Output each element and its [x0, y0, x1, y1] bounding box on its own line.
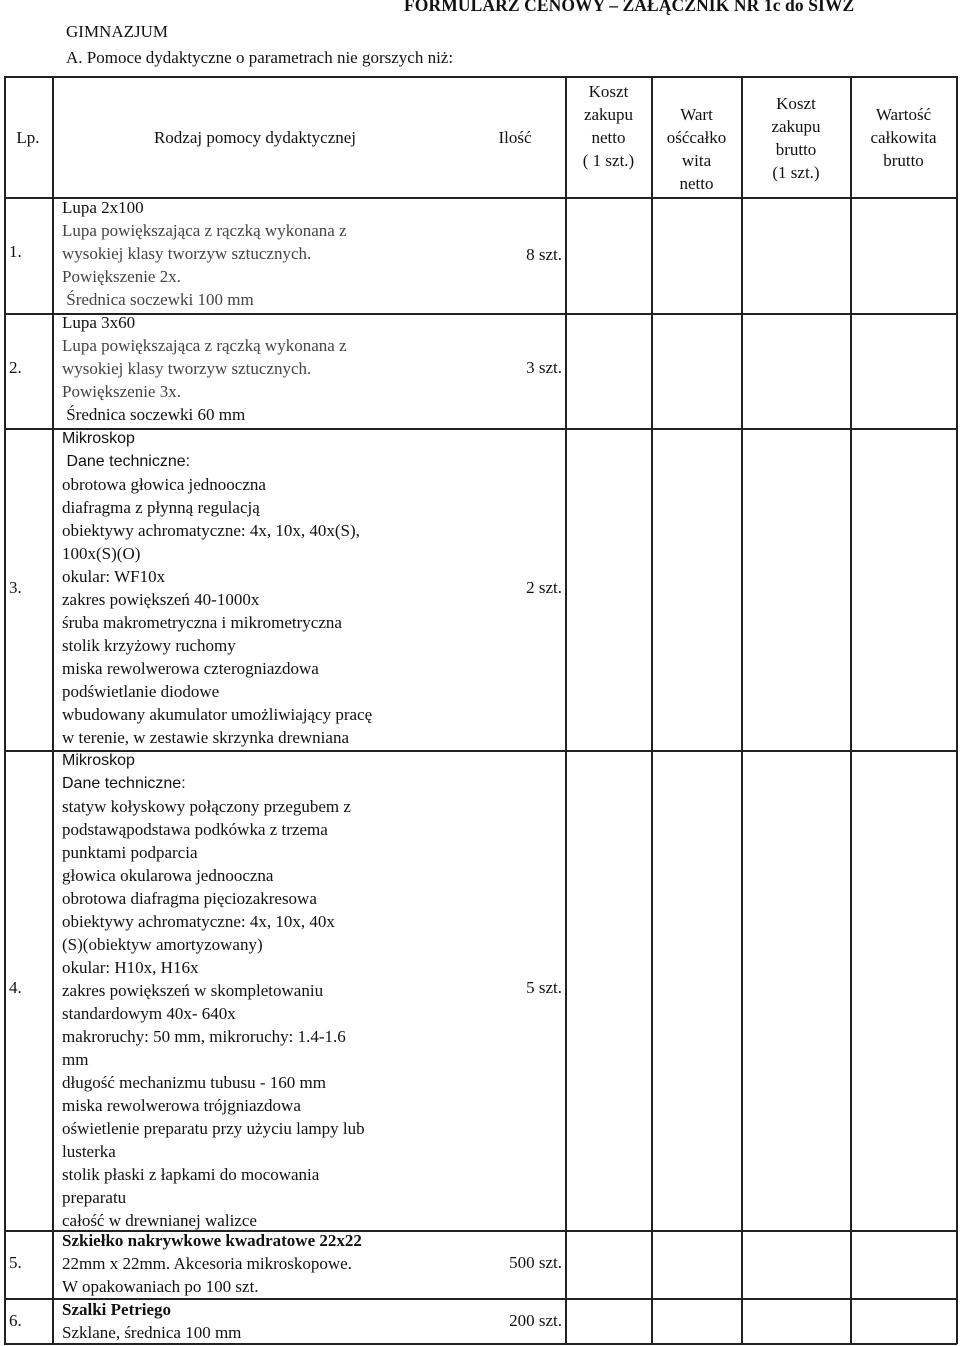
desc-line: Powiększenie 3x. — [62, 382, 181, 401]
desc-line: statyw kołyskowy połączony przegubem z — [62, 797, 351, 816]
desc-line: okular: WF10x — [62, 567, 166, 586]
desc-line: Szklane, średnica 100 mm — [62, 1323, 242, 1342]
desc-line: obrotowa głowica jednooczna — [62, 475, 266, 494]
desc-line: Dane techniczne: — [62, 775, 186, 792]
desc-line: Lupa powiększająca z rączką wykonana z — [62, 221, 347, 240]
desc-line: śruba makrometryczna i mikrometryczna — [62, 613, 342, 632]
desc-line: podświetlanie diodowe — [62, 682, 220, 701]
row-description — [62, 427, 442, 749]
desc-line: mm — [62, 1050, 89, 1069]
row-description — [62, 311, 442, 426]
row-number: 5. — [9, 1253, 22, 1272]
desc-line: obrotowa diafragma pięciozakresowa — [62, 889, 317, 908]
column-header-qty: Ilość — [498, 128, 532, 147]
column-header-type: Rodzaj pomocy dydaktycznej — [153, 128, 357, 147]
desc-line: Średnica soczewki 60 mm — [62, 405, 246, 424]
desc-line: Średnica soczewki 100 mm — [62, 290, 254, 309]
row-description — [62, 1298, 442, 1344]
desc-line: obiektywy achromatyczne: 4x, 10x, 40x — [62, 912, 335, 931]
desc-line: preparatu — [62, 1188, 127, 1207]
desc-line: Dane techniczne: — [62, 453, 191, 470]
desc-line: 22mm x 22mm. Akcesoria mikroskopowe. — [62, 1254, 352, 1273]
desc-line: Mikroskop — [62, 752, 135, 769]
column-header-net-unit: Koszt zakupu netto ( 1 szt.) — [582, 82, 635, 170]
desc-line: standardowym 40x- 640x — [62, 1004, 236, 1023]
row-quantity: 500 szt. — [509, 1253, 562, 1272]
row-number: 3. — [9, 578, 22, 597]
desc-line: Lupa powiększająca z rączką wykonana z — [62, 336, 347, 355]
desc-line: obiektywy achromatyczne: 4x, 10x, 40x(S), — [62, 521, 360, 540]
desc-line: oświetlenie preparatu przy użyciu lampy lub — [62, 1119, 365, 1138]
desc-line: całość w drewnianej walizce — [62, 1211, 257, 1230]
desc-line: Szalki Petriego — [62, 1300, 172, 1319]
column-header-net-total — [652, 80, 741, 195]
column-header-gross-total: Wartość całkowita brutto — [870, 105, 937, 170]
row-quantity: 3 szt. — [526, 358, 562, 377]
desc-line: punktami podparcia — [62, 843, 198, 862]
desc-line: wysokiej klasy tworzyw sztucznych. — [62, 359, 312, 378]
desc-line: długość mechanizmu tubusu - 160 mm — [62, 1073, 326, 1092]
desc-line: podstawąpodstawa podkówka z trzema — [62, 820, 328, 839]
desc-line: W opakowaniach po 100 szt. — [62, 1277, 259, 1296]
row-quantity: 8 szt. — [526, 245, 562, 264]
desc-line: wysokiej klasy tworzyw sztucznych. — [62, 244, 312, 263]
desc-line: Lupa 2x100 — [62, 198, 144, 217]
school-name: GIMNAZJUM — [66, 22, 168, 41]
row-description — [62, 196, 442, 311]
desc-line: lusterka — [62, 1142, 116, 1161]
desc-line: stolik płaski z łapkami do mocowania — [62, 1165, 320, 1184]
desc-line: zakres powiększeń 40-1000x — [62, 590, 260, 609]
row-quantity: 5 szt. — [526, 978, 562, 997]
desc-line: Lupa 3x60 — [62, 313, 136, 332]
form-title: FORMULARZ CENOWY – ZAŁĄCZNIK NR 1c do SIWZ — [404, 0, 855, 15]
column-header-gross-unit: Koszt zakupu brutto (1 szt.) — [771, 94, 821, 182]
row-description — [62, 749, 442, 1232]
desc-line: zakres powiększeń w skompletowaniu — [62, 981, 324, 1000]
row-number: 2. — [9, 358, 22, 377]
row-quantity: 200 szt. — [509, 1311, 562, 1330]
desc-line: 100x(S)(O) — [62, 544, 141, 563]
desc-line: Mikroskop — [62, 430, 135, 447]
row-description — [62, 1229, 442, 1298]
desc-line: wbudowany akumulator umożliwiający pracę — [62, 705, 373, 724]
row-number: 6. — [9, 1311, 22, 1330]
row-number: 4. — [9, 978, 22, 997]
desc-line: diafragma z płynną regulacją — [62, 498, 260, 517]
desc-line: stolik krzyżowy ruchomy — [62, 636, 236, 655]
desc-line: w terenie, w zestawie skrzynka drewniana — [62, 728, 349, 747]
desc-line: miska rewolwerowa czterogniazdowa — [62, 659, 319, 678]
section-heading: A. Pomoce dydaktyczne o parametrach nie gorszych niż: — [66, 48, 454, 67]
desc-line: (S)(obiektyw amortyzowany) — [62, 935, 263, 954]
desc-line: Powiększenie 2x. — [62, 267, 181, 286]
desc-line: Szkiełko nakrywkowe kwadratowe 22x22 — [62, 1231, 362, 1250]
row-number: 1. — [9, 242, 22, 261]
desc-line: okular: H10x, H16x — [62, 958, 199, 977]
column-header-lp: Lp. — [16, 128, 40, 147]
desc-line: miska rewolwerowa trójgniazdowa — [62, 1096, 301, 1115]
row-quantity: 2 szt. — [526, 578, 562, 597]
desc-line: głowica okularowa jednooczna — [62, 866, 274, 885]
column-header-net-total-text: Wart ośćcałko wita netto — [666, 105, 727, 193]
desc-line: makroruchy: 50 mm, mikroruchy: 1.4-1.6 — [62, 1027, 346, 1046]
